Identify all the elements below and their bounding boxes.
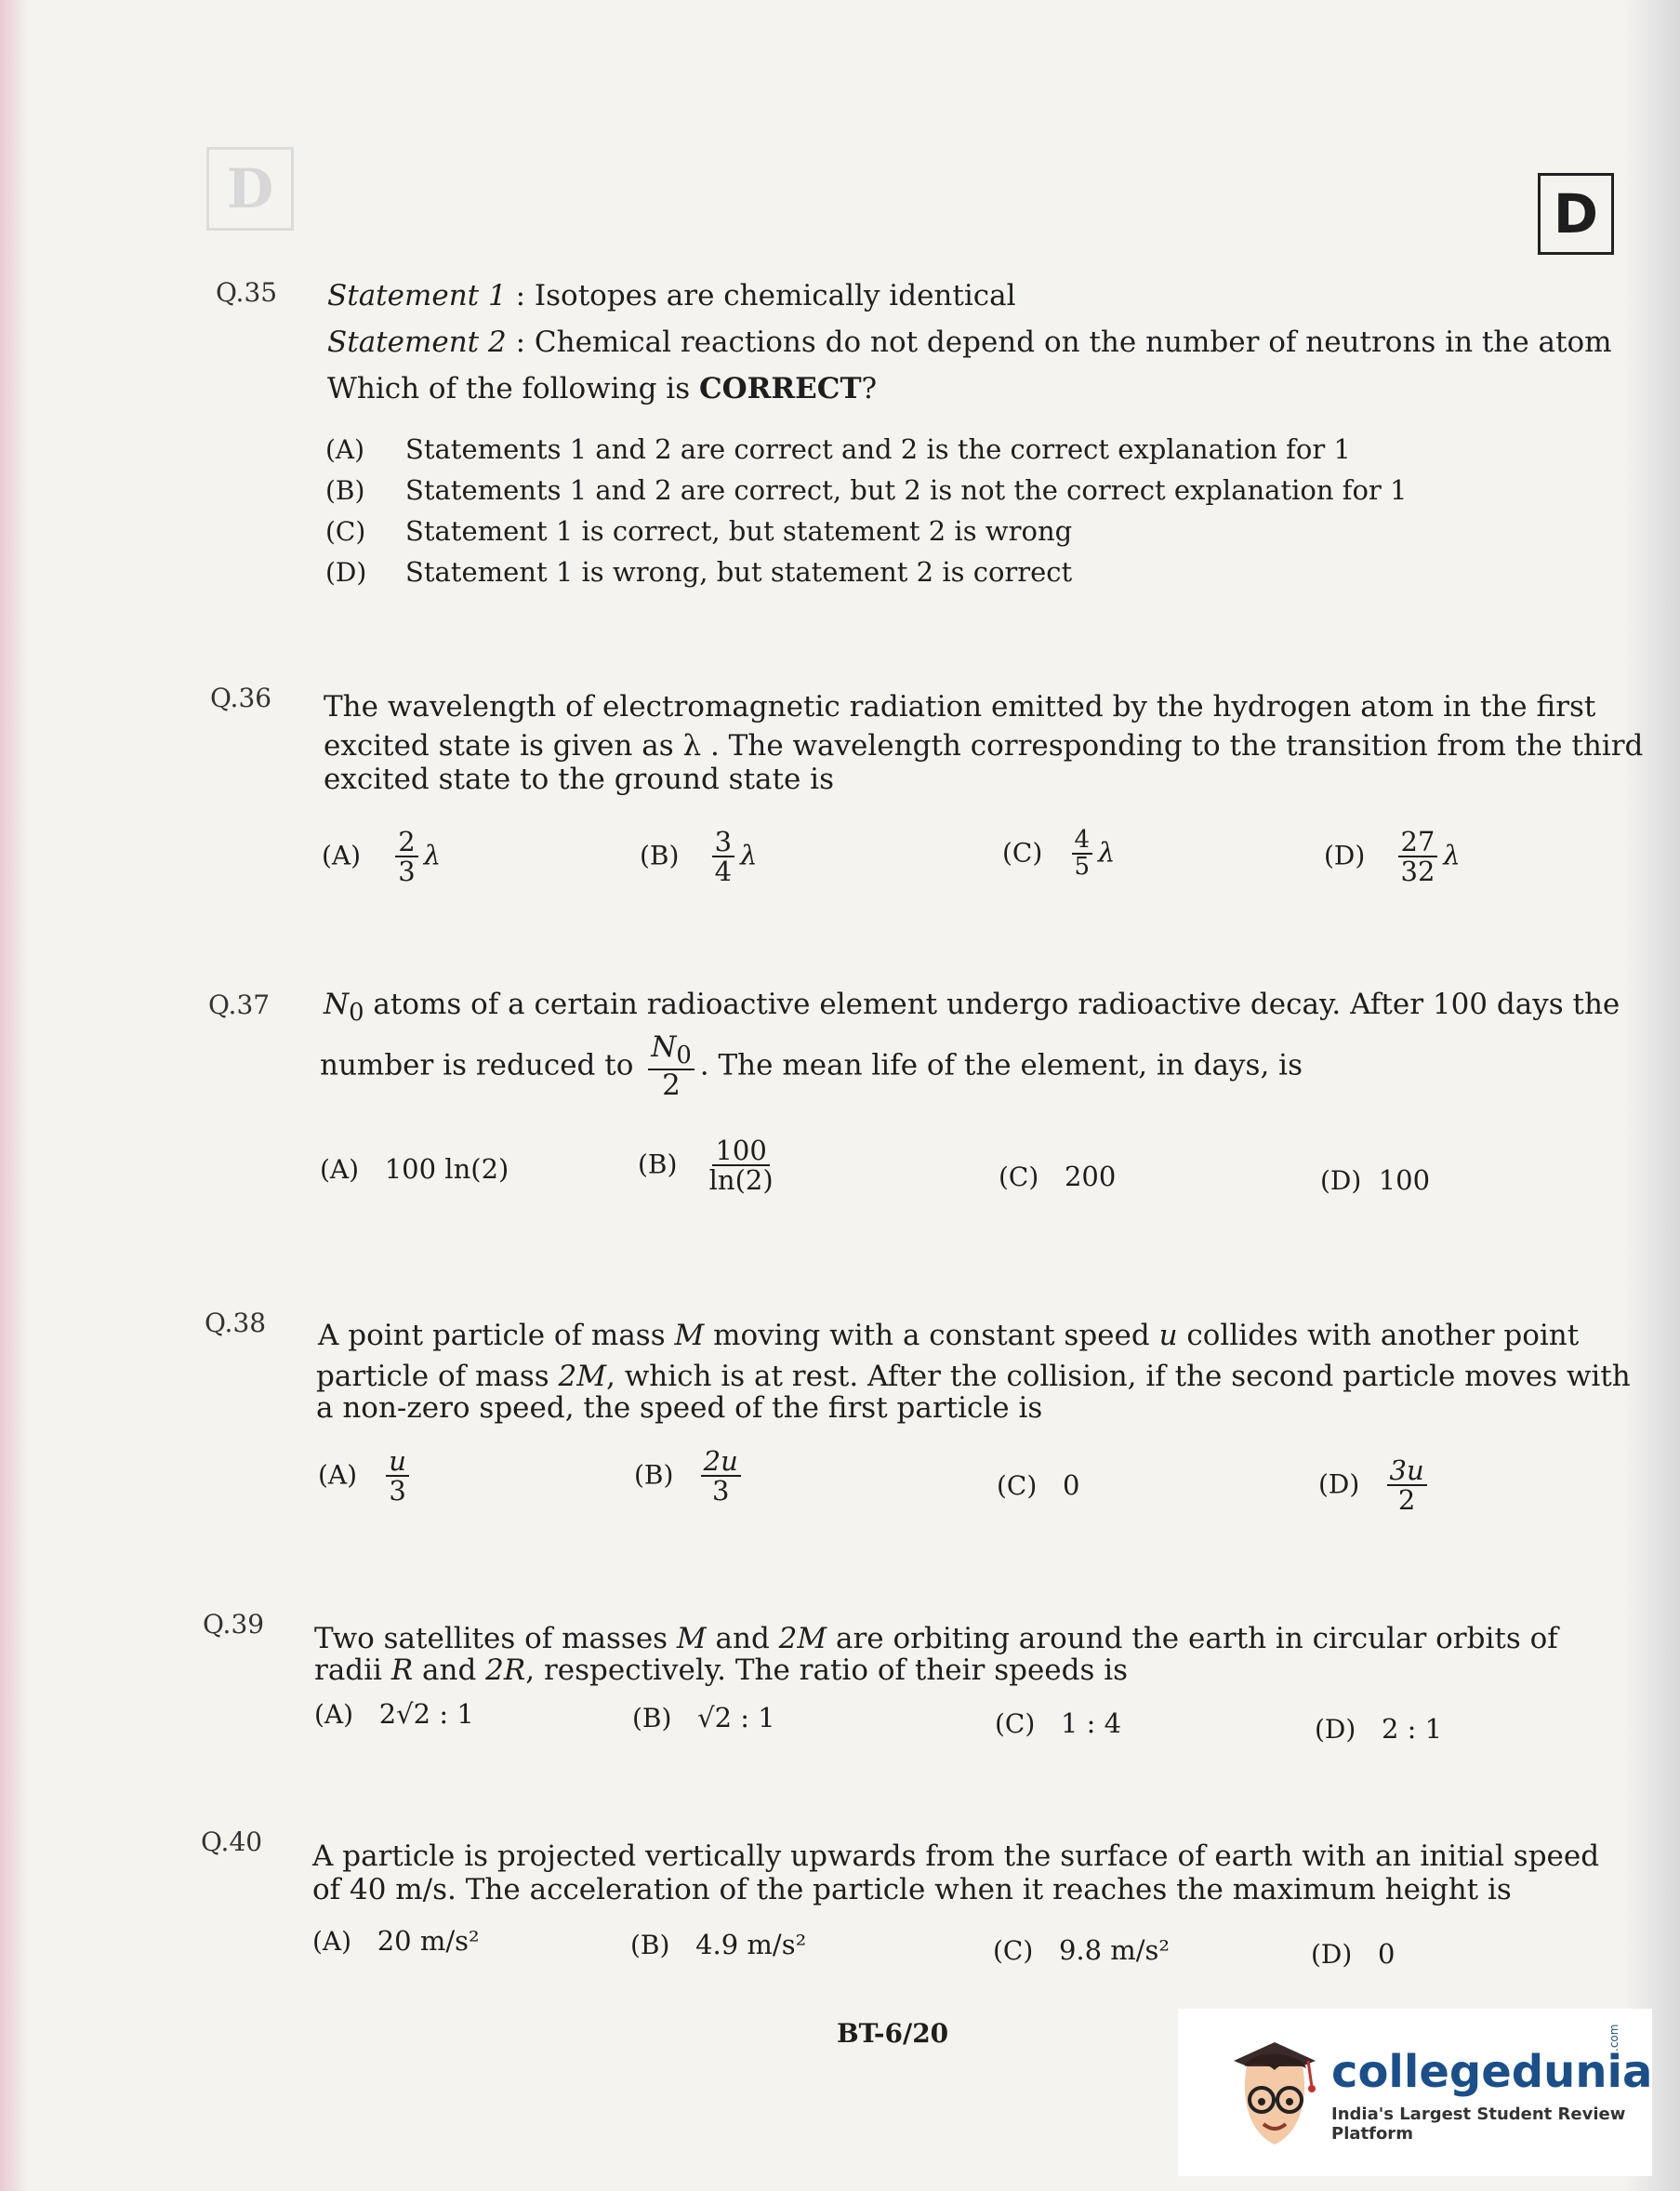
brand-suffix: .com [1607, 2024, 1620, 2052]
question-number: Q.40 [201, 1826, 263, 1857]
question-number: Q.35 [216, 277, 278, 308]
option-b[interactable]: (B) 4.9 m/s² [630, 1929, 807, 1960]
fraction: $\frac{4}{5}$ [1072, 828, 1093, 881]
question-number: Q.37 [208, 989, 271, 1020]
question-text-line-2: excited state is given as λ . The wavelength corresponding to the transition from the third [324, 729, 1644, 763]
fraction: $\frac{2}{3}$ [395, 828, 417, 886]
set-code-watermark: D [206, 147, 294, 231]
option-c-text: Statement 1 is correct, but statement 2 is wrong [405, 515, 1073, 547]
question-text-line-2: number is reduced to $\frac{N_0}{2}$ . The mean life of the element, in days, is [320, 1030, 1303, 1103]
page-footer-code: BT-6/20 [837, 2018, 949, 2049]
fraction: $\frac{N_0}{2}$ [648, 1032, 694, 1101]
question-text-line-3: a non-zero speed, the speed of the first particle is [316, 1391, 1043, 1425]
option-d-text: Statement 1 is wrong, but statement 2 is correct [405, 556, 1073, 588]
brand-name: collegedunia [1331, 2046, 1653, 2098]
fraction: $\frac{2u}{3}$ [701, 1447, 741, 1506]
option-a[interactable]: (A) 100 ln(2) [320, 1153, 509, 1185]
brand-logo[interactable] [1178, 2009, 1652, 2176]
option-a[interactable]: (A) 2√2 : 1 [314, 1698, 474, 1730]
fraction: $\frac{100}{\ln(2)}$ [708, 1135, 774, 1197]
option-d[interactable]: (D) $\frac{27}{32}$ λ [1324, 826, 1461, 888]
question-number: Q.38 [205, 1308, 267, 1338]
option-b[interactable]: (B) $\frac{100}{\ln(2)}$ [638, 1136, 782, 1195]
statement-2: Statement 2 : Chemical reactions do not depend on the number of neutrons in the atom [327, 325, 1612, 359]
option-c[interactable]: (C) $\frac{4}{5}$ λ [1002, 826, 1116, 882]
mascot-icon [1226, 2029, 1323, 2159]
option-c[interactable]: (C) 1 : 4 [995, 1707, 1122, 1739]
option-c[interactable]: (C) [325, 516, 366, 547]
option-d[interactable]: (D) [325, 557, 367, 588]
page-edge-shade-right [1624, 0, 1680, 2191]
option-c[interactable]: (C) 9.8 m/s² [993, 1934, 1171, 1966]
option-b-text: Statements 1 and 2 are correct, but 2 is not the correct explanation for 1 [405, 474, 1408, 506]
fraction: $\frac{27}{32}$ [1398, 828, 1438, 886]
option-a[interactable]: (A) [325, 434, 365, 465]
set-code-box [1538, 173, 1614, 255]
option-c[interactable]: (C) 200 [999, 1161, 1117, 1192]
option-a-text: Statements 1 and 2 are correct and 2 is the correct explanation for 1 [405, 433, 1351, 465]
question-text-line-1: Two satellites of masses M and 2M are orbiting around the earth in circular orbits of [314, 1622, 1558, 1655]
question-text-line-3: excited state to the ground state is [324, 763, 834, 796]
question-text-line-2: radii R and 2R, respectively. The ratio of their speeds is [314, 1653, 1129, 1687]
statement-1: Statement 1 : Isotopes are chemically identical [327, 279, 1016, 312]
question-text-line-1: $N_0$ atoms of a certain radioactive element undergo radioactive decay. After 100 days the [324, 988, 1620, 1028]
question-text-line-2: of 40 m/s. The acceleration of the particle when it reaches the maximum height is [312, 1873, 1512, 1906]
question-prompt: Which of the following is CORRECT? [327, 372, 878, 405]
question-text-line-1: A point particle of mass M moving with a constant speed u collides with another point [318, 1319, 1580, 1352]
option-b[interactable]: (B) √2 : 1 [632, 1702, 775, 1733]
question-text-line-1: The wavelength of electromagnetic radiation emitted by the hydrogen atom in the first [324, 690, 1596, 724]
question-number: Q.39 [203, 1609, 265, 1640]
fraction: $\frac{3}{4}$ [712, 828, 734, 886]
option-a[interactable]: (A) $\frac{u}{3}$ [318, 1447, 415, 1506]
brand-tagline: India's Largest Student Review Platform [1331, 2105, 1626, 2144]
option-d[interactable]: (D) 2 : 1 [1315, 1713, 1443, 1745]
option-b[interactable]: (B) [325, 475, 365, 506]
option-a[interactable]: (A) $\frac{2}{3}$ λ [322, 826, 442, 888]
option-d[interactable]: (D) $\frac{3u}{2}$ [1318, 1456, 1433, 1515]
option-b[interactable]: (B) $\frac{3}{4}$ λ [640, 826, 758, 888]
option-a[interactable]: (A) 20 m/s² [312, 1925, 480, 1957]
option-d[interactable]: (D) 100 [1320, 1164, 1431, 1196]
question-text-line-2: particle of mass 2M, which is at rest. After the collision, if the second particle moves with [316, 1360, 1631, 1393]
option-c[interactable]: (C) 0 [997, 1469, 1080, 1501]
set-code: D [1553, 182, 1599, 246]
question-number: Q.36 [210, 683, 272, 713]
option-d[interactable]: (D) 0 [1311, 1938, 1396, 1970]
question-text-line-1: A particle is projected vertically upwards from the surface of earth with an initial speed [312, 1839, 1600, 1873]
fraction: $\frac{3u}{2}$ [1387, 1456, 1427, 1515]
fraction: $\frac{u}{3}$ [386, 1447, 409, 1506]
page-edge-shade [0, 0, 28, 2191]
option-b[interactable]: (B) $\frac{2u}{3}$ [634, 1447, 747, 1506]
